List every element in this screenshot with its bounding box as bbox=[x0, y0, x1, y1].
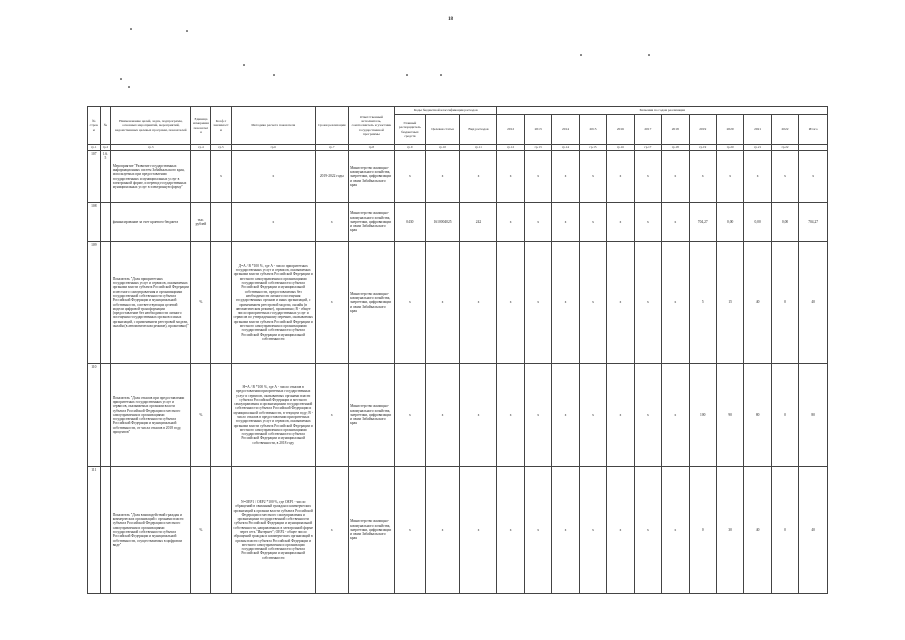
coef-cell bbox=[211, 242, 231, 364]
year-value-cell: х bbox=[524, 242, 551, 364]
column-number: гр.17 bbox=[634, 145, 661, 151]
year-value-cell: х bbox=[579, 467, 606, 594]
year-value-cell: х bbox=[552, 151, 579, 203]
term-cell: х bbox=[315, 242, 348, 364]
year-value-cell: х bbox=[497, 151, 524, 203]
row-number-cell: 107 bbox=[88, 151, 101, 203]
header-no: № bbox=[100, 107, 111, 145]
header-year: 2013 bbox=[524, 115, 551, 145]
year-value-cell: х bbox=[579, 242, 606, 364]
year-value-cell: х bbox=[662, 242, 689, 364]
item-number-cell bbox=[100, 242, 111, 364]
term-cell: х bbox=[315, 203, 348, 242]
target-article-cell: х bbox=[425, 151, 460, 203]
header-year: 2022 bbox=[771, 115, 798, 145]
column-number: гр.1 bbox=[88, 145, 101, 151]
column-number: гр.2 bbox=[100, 145, 111, 151]
year-value-cell: х bbox=[689, 151, 716, 203]
year-value-cell: х bbox=[552, 364, 579, 467]
column-number: гр.16 bbox=[607, 145, 634, 151]
name-cell: Показатель "Доля приоритетных государственных услуг и сервисов, оказываемых органами власти субъекта Российской Федерации и местного самоуправления и организациями государственной собственности субъекта Российской Федерации и муниципальной собственности, соответствующих целевой модели цифровой трансформации (предоставление без необходимости личного посещения государственных органов и иных организаций, с применением реестровой модели, онлайн (в автоматическом режиме), проактивно)" bbox=[111, 242, 191, 364]
year-value-cell: х bbox=[634, 467, 661, 594]
year-value-cell: 100 bbox=[689, 364, 716, 467]
header-grbs: Главный распорядитель бюджетных средств bbox=[395, 115, 426, 145]
column-number: гр.14 bbox=[552, 145, 579, 151]
year-value-cell: х bbox=[552, 467, 579, 594]
table-body bbox=[88, 151, 828, 594]
header-year: 2015 bbox=[579, 115, 606, 145]
unit-cell: тыс. рублей bbox=[191, 203, 211, 242]
column-number: гр.19 bbox=[689, 145, 716, 151]
year-value-cell: х bbox=[552, 203, 579, 242]
name-cell: финансирование за счет краевого бюджета bbox=[111, 203, 191, 242]
year-value-cell: х bbox=[579, 203, 606, 242]
year-value-cell: х bbox=[662, 467, 689, 594]
column-number: гр.22 bbox=[771, 145, 798, 151]
row-number-cell: 111 bbox=[88, 467, 101, 594]
executor-cell: Министерство жилищно-коммунального хозяйства, энергетики, цифровизации и связи Забайкальского края bbox=[348, 242, 394, 364]
year-value-cell: 0 bbox=[771, 364, 798, 467]
year-value-cell: 0,00 bbox=[716, 203, 743, 242]
year-value-cell: х bbox=[607, 467, 634, 594]
column-number: гр.3 bbox=[111, 145, 191, 151]
table-row bbox=[88, 242, 828, 364]
column-number: гр.10 bbox=[425, 145, 460, 151]
header-total: Итого bbox=[799, 115, 828, 145]
column-number: гр.20 bbox=[716, 145, 743, 151]
expense-type-cell: 242 bbox=[460, 203, 497, 242]
year-value-cell: 40 bbox=[744, 467, 771, 594]
year-value-cell: х bbox=[771, 151, 798, 203]
year-value-cell: х bbox=[634, 203, 661, 242]
executor-cell: Министерство жилищно-коммунального хозяйства, энергетики, цифровизации и связи Забайкальского края bbox=[348, 467, 394, 594]
header-year: 2012 bbox=[497, 115, 524, 145]
term-cell: х bbox=[315, 467, 348, 594]
column-number: гр.21 bbox=[744, 145, 771, 151]
coef-cell bbox=[211, 203, 231, 242]
expense-type-cell: х bbox=[460, 242, 497, 364]
item-number-cell bbox=[100, 467, 111, 594]
year-value-cell: х bbox=[579, 364, 606, 467]
header-executor: Ответственный исполнитель, соисполнитель и участник государственной программы bbox=[348, 107, 394, 145]
year-value-cell: х bbox=[607, 203, 634, 242]
method-cell: Н=А / В *100 %, где А - число отказов в предоставлении приоритетных государственных услуг и сервисов, оказываемых органами власти субъекта Российской Федерации и местного самоуправления и организациями государственной собственности субъекта Российской Федерации и муниципальной собственности, в текущем году; В - число отказов в предоставлении приоритетных государственных услуг и сервисов, оказываемых органами власти субъекта Российской Федерации и местного самоуправления и организациями государственной собственности субъекта Российской Федерации и муниципальной собственности, в 2018 году bbox=[231, 364, 315, 467]
unit-cell bbox=[191, 151, 211, 203]
name-cell: Показатель "Доля взаимодействий граждан и коммерческих организаций с органами власти субъекта Российской Федерации и местного самоуправления и организациями государственной собственности субъекта Российской Федерации и муниципальной собственности, осуществляемых в цифровом виде" bbox=[111, 467, 191, 594]
executor-cell: Министерство жилищно-коммунального хозяйства, энергетики, цифровизации и связи Забайкальского края bbox=[348, 364, 394, 467]
header-cs: Целевая статья bbox=[425, 115, 460, 145]
year-value-cell: 80 bbox=[744, 364, 771, 467]
header-coef: Коэф-т значимости bbox=[211, 107, 231, 145]
row-number-cell: 108 bbox=[88, 203, 101, 242]
header-values-group: Значения по годам реализации bbox=[497, 107, 828, 115]
executor-cell: Министерство жилищно-коммунального хозяйства, энергетики, цифровизации и связи Забайкальского края bbox=[348, 203, 394, 242]
unit-cell: % bbox=[191, 364, 211, 467]
row-number-cell: 109 bbox=[88, 242, 101, 364]
unit-cell: % bbox=[191, 242, 211, 364]
column-number: гр.11 bbox=[460, 145, 497, 151]
header-year: 2020 bbox=[716, 115, 743, 145]
coef-cell bbox=[211, 364, 231, 467]
year-value-cell: х bbox=[662, 151, 689, 203]
year-value-cell: х bbox=[579, 151, 606, 203]
grbs-cell: 0430 bbox=[395, 203, 426, 242]
column-number: гр.7 bbox=[315, 145, 348, 151]
expense-type-cell: х bbox=[460, 467, 497, 594]
indicator-table bbox=[87, 106, 828, 594]
executor-cell: Министерство жилищно-коммунального хозяйства, энергетики, цифровизации и связи Забайкальского края bbox=[348, 151, 394, 203]
year-value-cell: х bbox=[524, 467, 551, 594]
column-number: гр.6 bbox=[231, 145, 315, 151]
year-value-cell: х bbox=[634, 151, 661, 203]
name-cell: Мероприятие "Развитие государственных информационных систем Забайкальского края, используемых при предоставлении государственных и муниципальных услуг в электронной форме, и перевод государственных муниципальных услуг в электронную форму" bbox=[111, 151, 191, 203]
year-value-cell: 704,27 bbox=[689, 203, 716, 242]
year-value-cell: 0 bbox=[689, 467, 716, 594]
method-cell: N=ОЕР1 / ОЕР2 *100 %, где ОЕР1 - число обращений в связанный граждан и коммерческих организаций к органам власти субъекта Российской Федерации и местного самоуправления и организациям государственной собственности субъекта Российской Федерации и муниципальной собственности, направленных в электронной форме через сеть "Интернет"; ОЕР2 - общее число обращений граждан и коммерческих организаций в органы власти субъекта Российской Федерации и местного самоуправления и организации государственной собственности субъекта Российской Федерации и муниципальной собственности bbox=[231, 467, 315, 594]
total-cell: 80 bbox=[799, 364, 828, 467]
item-number-cell: 1.6.5 bbox=[100, 151, 111, 203]
total-cell: 704,27 bbox=[799, 203, 828, 242]
year-value-cell: х bbox=[524, 151, 551, 203]
header-year: 2021 bbox=[744, 115, 771, 145]
method-cell: Д=А / В *100 %, где А - число приоритетных государственных услуг и сервисов, оказываемых органами власти субъекта Российской Федерации и местного самоуправления и организациями государственной собственности субъекта Российской Федерации и муниципальной собственности, предоставляемых без необходимости личного посещения государственных органов и иных организаций, с применением реестровой модели, онлайн (в автоматическом режиме), проактивно; В - общее число приоритетных государственных услуг и сервисов по утвержденному перечню, оказываемых органами власти субъекта Российской Федерации и местного самоуправления и организациями государственной собственности субъекта Российской Федерации и муниципальной собственности bbox=[231, 242, 315, 364]
row-number-cell: 110 bbox=[88, 364, 101, 467]
year-value-cell: 0 bbox=[771, 467, 798, 594]
year-value-cell: х bbox=[634, 364, 661, 467]
expense-type-cell: х bbox=[460, 151, 497, 203]
column-number: гр.13 bbox=[524, 145, 551, 151]
year-value-cell: 15 bbox=[716, 242, 743, 364]
table-row bbox=[88, 203, 828, 242]
target-article-cell: х bbox=[425, 467, 460, 594]
column-number: гр.12 bbox=[497, 145, 524, 151]
coef-cell bbox=[211, 467, 231, 594]
year-value-cell: х bbox=[497, 467, 524, 594]
method-cell: х bbox=[231, 203, 315, 242]
grbs-cell: х bbox=[395, 242, 426, 364]
header-budget-group: Коды бюджетной классификации расходов bbox=[395, 107, 497, 115]
name-cell: Показатель "Доля отказов при предоставлении приоритетных государственных услуг и сервисов, оказываемых органами власти субъекта Российской Федерации и местного самоуправления и организациями государственной собственности субъекта Российской Федерации и муниципальной собственности, от числа отказов в 2018 году, процентов" bbox=[111, 364, 191, 467]
item-number-cell bbox=[100, 203, 111, 242]
target-article-cell: 1610004025 bbox=[425, 203, 460, 242]
header-unit: Единица измерения показателя bbox=[191, 107, 211, 145]
column-number: гр.9 bbox=[395, 145, 426, 151]
year-value-cell: х bbox=[607, 151, 634, 203]
year-value-cell: х bbox=[634, 242, 661, 364]
grbs-cell: х bbox=[395, 364, 426, 467]
column-number: гр.5 bbox=[211, 145, 231, 151]
year-value-cell: 0,00 bbox=[744, 203, 771, 242]
column-number: гр.15 bbox=[579, 145, 606, 151]
year-value-cell: х bbox=[662, 364, 689, 467]
column-number: гр.8 bbox=[348, 145, 394, 151]
term-cell: х bbox=[315, 364, 348, 467]
header-year: 2019 bbox=[689, 115, 716, 145]
year-value-cell: 40 bbox=[744, 242, 771, 364]
column-number: гр.18 bbox=[662, 145, 689, 151]
table-row bbox=[88, 364, 828, 467]
header-year: 2016 bbox=[607, 115, 634, 145]
year-value-cell: х bbox=[497, 364, 524, 467]
term-cell: 2019-2022 годы bbox=[315, 151, 348, 203]
target-article-cell: х bbox=[425, 364, 460, 467]
total-cell: 40 bbox=[799, 467, 828, 594]
target-article-cell: х bbox=[425, 242, 460, 364]
year-value-cell: 0 bbox=[771, 242, 798, 364]
year-value-cell: 90 bbox=[716, 364, 743, 467]
header-name: Наименование целей, задач, подпрограмм, основных мероприятий, мероприятий, ведомственных целевых программ, показателей bbox=[111, 107, 191, 145]
column-number: гр.4 bbox=[191, 145, 211, 151]
year-value-cell: 30 bbox=[716, 467, 743, 594]
year-value-cell: х bbox=[607, 242, 634, 364]
page-number: 18 bbox=[448, 17, 453, 22]
year-value-cell: х bbox=[524, 364, 551, 467]
table-row bbox=[88, 467, 828, 594]
grbs-cell: х bbox=[395, 151, 426, 203]
year-value-cell: х bbox=[552, 242, 579, 364]
unit-cell: % bbox=[191, 467, 211, 594]
year-value-cell: х bbox=[497, 242, 524, 364]
grbs-cell: х bbox=[395, 467, 426, 594]
year-value-cell: х bbox=[607, 364, 634, 467]
year-value-cell: 5 bbox=[689, 242, 716, 364]
header-year: 2017 bbox=[634, 115, 661, 145]
total-cell: 40 bbox=[799, 242, 828, 364]
expense-type-cell: х bbox=[460, 364, 497, 467]
header-term: Сроки реализации bbox=[315, 107, 348, 145]
header-vr: Вид расходов bbox=[460, 115, 497, 145]
table-row bbox=[88, 151, 828, 203]
header-row-no: № строки bbox=[88, 107, 101, 145]
year-value-cell: х bbox=[716, 151, 743, 203]
method-cell: х bbox=[231, 151, 315, 203]
header-method: Методика расчета показателя bbox=[231, 107, 315, 145]
header-year: 2014 bbox=[552, 115, 579, 145]
total-cell: х bbox=[799, 151, 828, 203]
year-value-cell: х bbox=[524, 203, 551, 242]
item-number-cell bbox=[100, 364, 111, 467]
year-value-cell: х bbox=[744, 151, 771, 203]
year-value-cell: х bbox=[662, 203, 689, 242]
year-value-cell: 0,00 bbox=[771, 203, 798, 242]
coef-cell: х bbox=[211, 151, 231, 203]
header-year: 2018 bbox=[662, 115, 689, 145]
year-value-cell: х bbox=[497, 203, 524, 242]
